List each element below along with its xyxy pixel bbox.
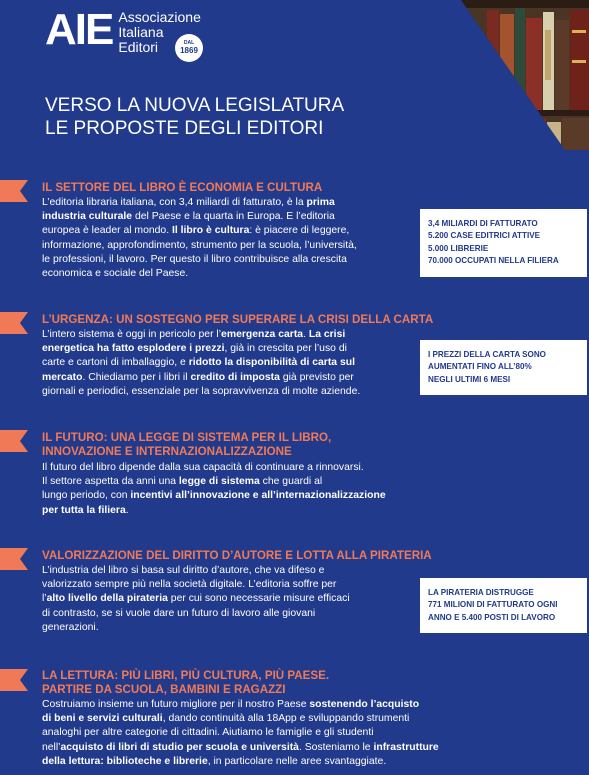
bold-text: energetica ha fatto esplodere i prezzi (42, 343, 225, 355)
bold-text: infrastrutture (373, 741, 439, 753)
section-body (42, 564, 350, 635)
stat-line: 771 MILIONI DI FATTURATO OGNI (428, 600, 558, 610)
text: . Sosteniamo le (298, 741, 374, 753)
section-body (42, 698, 439, 769)
body-line (42, 461, 386, 475)
bold-text: incentivi all’innovazione e all’internazionalizzazione (130, 490, 386, 502)
body-line (42, 504, 386, 518)
bold-text: alto livello della pirateria (46, 593, 168, 605)
stat-line: AUMENTATI FINO ALL’80% (428, 362, 532, 372)
body-line (42, 592, 350, 606)
bold-text: credito di imposta (190, 371, 280, 383)
stat-box (420, 209, 587, 277)
stat-line: ANNO E 5.400 POSTI DI LAVORO (428, 612, 556, 622)
section-title (42, 669, 329, 697)
text: giornali e periodici, essenziale per la sopravvivenza di molte aziende. (42, 385, 361, 397)
body-line (42, 712, 439, 726)
text: nell’ (42, 741, 61, 753)
stat-line: 70.000 OCCUPATI NELLA FILIERA (428, 256, 559, 266)
body-line (42, 578, 350, 592)
text: l’ (42, 593, 47, 605)
section-title-line: INNOVAZIONE E INTERNAZIONALIZZAZIONE (42, 445, 292, 458)
section-body (42, 461, 386, 518)
body-line (42, 342, 360, 356)
association-name-line: Italiana (118, 24, 164, 40)
text: europea è leader al mondo. (42, 225, 172, 237)
section-title-line: IL FUTURO: UNA LEGGE DI SISTEMA PER IL LIBRO, (42, 431, 332, 444)
body-line (42, 698, 439, 712)
text: analoghi per altre categorie di cittadini. Aiutiamo le famiglie e gli studenti (42, 727, 374, 739)
section-flag-icon (0, 669, 28, 691)
text: che guardi al (259, 476, 323, 488)
section-flag-icon (0, 180, 28, 202)
body-line (42, 371, 360, 385)
section-flag-icon (0, 430, 28, 452)
text: Il settore aspetta da anni una (42, 476, 179, 488)
bookshelf-image (429, 0, 589, 150)
text: le professioni, il lavoro. Per questo il libro contribuisce alla crescita (42, 253, 347, 265)
text: generazioni. (42, 621, 99, 633)
section-title (42, 431, 331, 459)
body-line (42, 475, 386, 489)
body-line (42, 239, 357, 253)
text: . Chiediamo per i libri il (82, 371, 191, 383)
page-title (45, 94, 344, 140)
text: Il futuro del libro dipende dalla sua capacità di continuare a rinnovarsi. (42, 462, 364, 473)
body-line (42, 621, 350, 635)
bold-text: legge di sistema (178, 476, 260, 488)
section-title: VALORIZZAZIONE DEL DIRITTO D’AUTORE E LOTTA ALLA PIRATERIA (42, 549, 432, 562)
body-line (42, 726, 439, 740)
bold-text: acquisto di libri di studio per scuola e università (60, 741, 299, 753)
bold-text: La crisi (308, 329, 346, 340)
stat-box (420, 578, 587, 633)
text: carte e cartoni di imballaggio, e (42, 357, 189, 369)
stat-line: 5.000 LIBRERIE (428, 243, 489, 253)
text: L’industria del libro si basa sul diritto d’autore, che va difeso e (42, 565, 325, 576)
body-line (42, 253, 357, 267)
bold-text: per tutta la filiera (42, 504, 126, 516)
text: . (303, 329, 309, 340)
text: Costruiamo insieme un futuro migliore per il nostro Paese (42, 699, 310, 710)
section-body (42, 328, 360, 399)
stat-box (420, 340, 587, 395)
body-line (42, 356, 360, 370)
section-title-line: LA LETTURA: PIÙ LIBRI, PIÙ CULTURA, PIÙ PAESE. (42, 669, 330, 682)
body-line (42, 224, 357, 238)
text: economica e sociale del Paese. (42, 268, 189, 280)
body-line (42, 196, 357, 210)
body-line (42, 489, 386, 503)
bold-text: industria culturale (42, 211, 133, 223)
text: : è piacere di leggere, (249, 225, 350, 237)
text: , dando continuità alla 18App e sviluppando strumenti (162, 713, 410, 725)
bold-text: mercato (42, 371, 83, 383)
body-line (42, 267, 357, 281)
section-title: L’URGENZA: UN SOSTEGNO PER SUPERARE LA CRISI DELLA CARTA (42, 313, 434, 326)
text: informazione, approfondimento, strumento per la scuola, l’università, (42, 239, 357, 251)
bold-text: ridotto la disponibilità di carta sul (188, 357, 355, 369)
bold-text: Il libro è cultura (171, 225, 250, 237)
badge-year: 1869 (180, 46, 198, 55)
stat-line: NEGLI ULTIMI 6 MESI (428, 374, 511, 384)
body-line (42, 385, 360, 399)
text: del Paese e la quarta in Europa. E l’editoria (132, 211, 335, 223)
text: di contrasto, se si vuole dare un futuro di lavoro alle giovani (42, 607, 316, 619)
logo-mark: AIE (45, 5, 113, 54)
stat-line: 3,4 MILIARDI DI FATTURATO (428, 219, 538, 228)
body-line (42, 564, 350, 578)
body-line (42, 741, 439, 755)
section-flag-icon (0, 312, 28, 334)
title-line-2: LE PROPOSTE DEGLI EDITORI (45, 118, 324, 139)
section-flag-icon (0, 548, 28, 570)
badge-label: DAL (183, 40, 195, 46)
bold-text: emergenza carta (221, 329, 304, 340)
bold-text: di beni e servizi culturali (42, 713, 163, 725)
text: , già in crescita per l’uso di (224, 343, 347, 355)
text: L’editoria libraria italiana, con 3,4 miliardi di fatturato, è la (42, 197, 307, 208)
association-name-line: Associazione (118, 9, 201, 25)
text: valorizzato sempre più nella società digitale. L’editoria soffre per (42, 579, 337, 591)
section-title: IL SETTORE DEL LIBRO È ECONOMIA E CULTURA (42, 181, 323, 194)
title-line-1: VERSO LA NUOVA LEGISLATURA (45, 95, 345, 116)
text: per cui sono necessarie misure efficaci (167, 593, 350, 605)
body-line (42, 755, 439, 769)
body-line (42, 607, 350, 621)
text: , in particolare nelle aree svantaggiate. (207, 755, 387, 767)
bold-text: prima (306, 197, 335, 208)
text: lungo periodo, con (42, 490, 131, 502)
text: L’intero sistema è oggi in pericolo per l’ (42, 329, 222, 340)
founded-badge (175, 34, 203, 62)
bold-text: sostenendo l’acquisto (309, 699, 420, 710)
text: già previsto per (279, 371, 354, 383)
section-title-line: PARTIRE DA SCUOLA, BAMBINI E RAGAZZI (42, 683, 286, 696)
section-body (42, 196, 357, 281)
stat-line: I PREZZI DELLA CARTA SONO (428, 350, 546, 359)
text: . (125, 504, 129, 516)
stat-line: 5.200 CASE EDITRICI ATTIVE (428, 231, 540, 241)
body-line (42, 210, 357, 224)
stat-line: LA PIRATERIA DISTRUGGE (428, 588, 534, 597)
bold-text: della lettura: biblioteche e librerie (42, 755, 208, 767)
body-line (42, 328, 360, 342)
association-name-line: Editori (118, 39, 159, 55)
